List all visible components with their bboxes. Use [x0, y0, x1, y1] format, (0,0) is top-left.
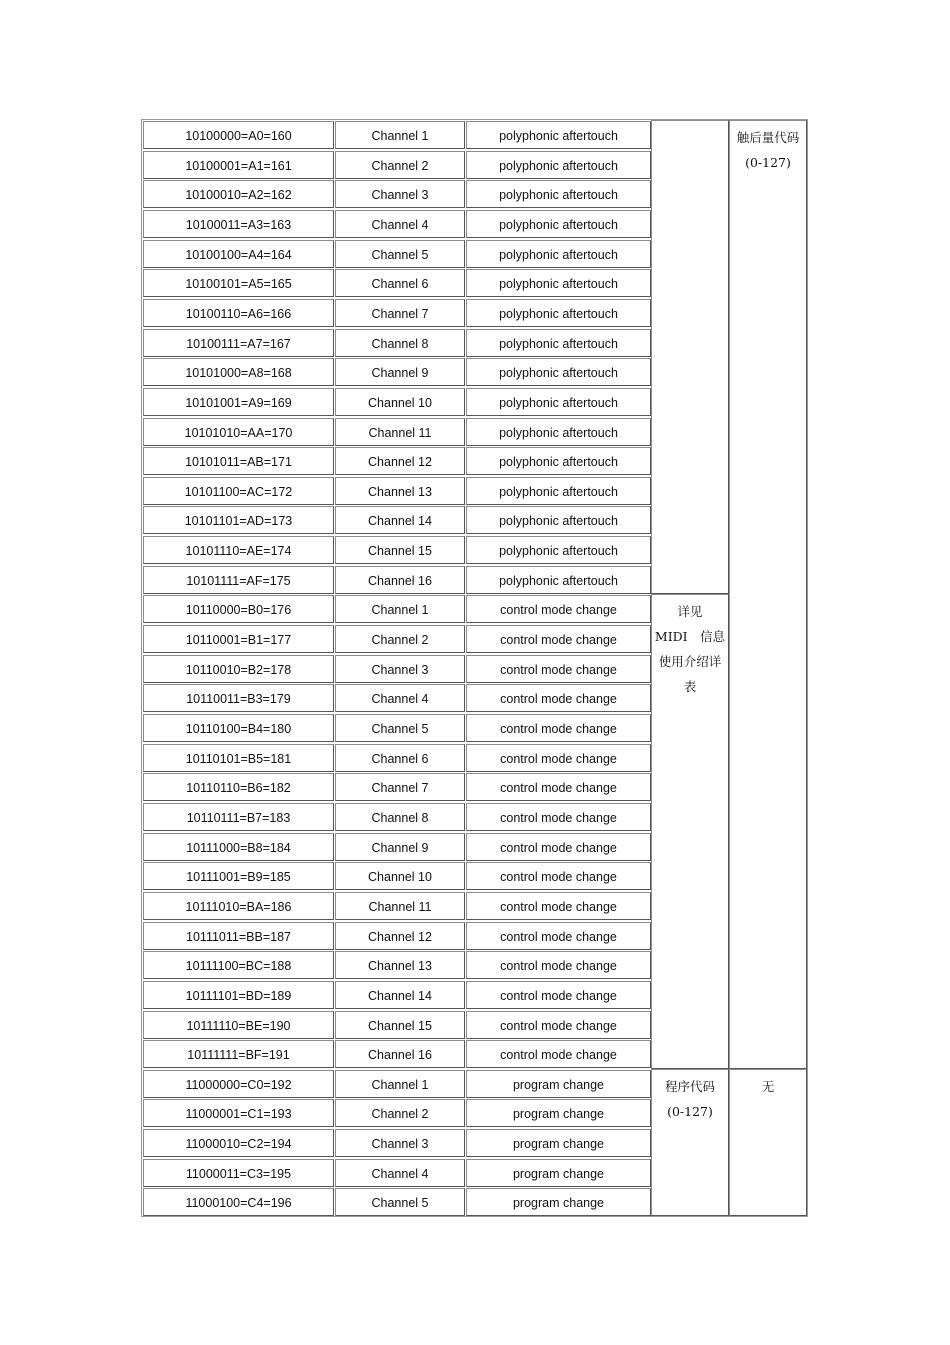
status-code-cell: 10110000=B0=176	[143, 595, 334, 623]
message-type-cell: polyphonic aftertouch	[466, 299, 651, 327]
channel-cell: Channel 11	[335, 892, 465, 920]
message-type-cell: program change	[466, 1129, 651, 1157]
status-code-cell: 10111100=BC=188	[143, 951, 334, 979]
channel-cell: Channel 8	[335, 329, 465, 357]
channel-cell: Channel 11	[335, 418, 465, 446]
status-code-cell: 10100001=A1=161	[143, 151, 334, 179]
message-type-cell: control mode change	[466, 833, 651, 861]
program-param1-line-2: (0-127)	[667, 1104, 713, 1119]
channel-cell: Channel 15	[335, 536, 465, 564]
channel-cell: Channel 12	[335, 447, 465, 475]
status-code-cell: 10100101=A5=165	[143, 269, 334, 297]
message-type-cell: polyphonic aftertouch	[466, 477, 651, 505]
channel-cell: Channel 1	[335, 595, 465, 623]
control-param1-line-2: MIDI 信息	[654, 629, 726, 644]
status-code-cell: 11000010=C2=194	[143, 1129, 334, 1157]
channel-cell: Channel 16	[335, 566, 465, 594]
program-param2-line-1: 无	[761, 1079, 775, 1094]
control-param1-line-1: 详见	[677, 604, 703, 619]
message-type-cell: control mode change	[466, 684, 651, 712]
status-code-cell: 10101100=AC=172	[143, 477, 334, 505]
channel-cell: Channel 13	[335, 951, 465, 979]
channel-cell: Channel 1	[335, 121, 465, 149]
message-type-cell: polyphonic aftertouch	[466, 447, 651, 475]
channel-cell: Channel 2	[335, 625, 465, 653]
channel-cell: Channel 6	[335, 269, 465, 297]
status-code-cell: 10100110=A6=166	[143, 299, 334, 327]
channel-cell: Channel 9	[335, 358, 465, 386]
message-type-cell: control mode change	[466, 922, 651, 950]
status-code-cell: 10101111=AF=175	[143, 566, 334, 594]
message-type-cell: control mode change	[466, 625, 651, 653]
channel-cell: Channel 4	[335, 1159, 465, 1187]
status-code-cell: 10110110=B6=182	[143, 773, 334, 801]
status-code-cell: 10100011=A3=163	[143, 210, 334, 238]
channel-cell: Channel 2	[335, 1099, 465, 1127]
status-code-cell: 10111000=B8=184	[143, 833, 334, 861]
channel-cell: Channel 4	[335, 684, 465, 712]
channel-cell: Channel 7	[335, 773, 465, 801]
message-type-cell: control mode change	[466, 1040, 651, 1068]
status-code-cell: 10101001=A9=169	[143, 388, 334, 416]
program-param2-cell	[729, 1069, 807, 1216]
channel-cell: Channel 5	[335, 714, 465, 742]
channel-cell: Channel 9	[335, 833, 465, 861]
message-type-cell: polyphonic aftertouch	[466, 566, 651, 594]
message-type-cell: control mode change	[466, 1011, 651, 1039]
message-type-cell: program change	[466, 1070, 651, 1098]
message-type-cell: polyphonic aftertouch	[466, 506, 651, 534]
message-type-cell: polyphonic aftertouch	[466, 358, 651, 386]
status-code-cell: 10110010=B2=178	[143, 655, 334, 683]
status-code-cell: 11000011=C3=195	[143, 1159, 334, 1187]
aftertouch-param2-line-1: 触后量代码	[736, 130, 800, 145]
channel-cell: Channel 3	[335, 180, 465, 208]
channel-cell: Channel 2	[335, 151, 465, 179]
channel-cell: Channel 14	[335, 981, 465, 1009]
channel-cell: Channel 10	[335, 862, 465, 890]
channel-cell: Channel 15	[335, 1011, 465, 1039]
status-code-cell: 10111001=B9=185	[143, 862, 334, 890]
message-type-cell: polyphonic aftertouch	[466, 388, 651, 416]
status-code-cell: 11000001=C1=193	[143, 1099, 334, 1127]
message-type-cell: control mode change	[466, 892, 651, 920]
message-type-cell: control mode change	[466, 862, 651, 890]
channel-cell: Channel 3	[335, 1129, 465, 1157]
status-code-cell: 10111111=BF=191	[143, 1040, 334, 1068]
channel-cell: Channel 7	[335, 299, 465, 327]
channel-cell: Channel 4	[335, 210, 465, 238]
channel-cell: Channel 14	[335, 506, 465, 534]
message-type-cell: polyphonic aftertouch	[466, 269, 651, 297]
message-type-cell: polyphonic aftertouch	[466, 210, 651, 238]
message-type-cell: polyphonic aftertouch	[466, 121, 651, 149]
status-code-cell: 10101011=AB=171	[143, 447, 334, 475]
message-type-cell: polyphonic aftertouch	[466, 418, 651, 446]
aftertouch-param2-line-2: (0-127)	[745, 155, 791, 170]
status-code-cell: 10110011=B3=179	[143, 684, 334, 712]
status-code-cell: 10110101=B5=181	[143, 744, 334, 772]
channel-cell: Channel 1	[335, 1070, 465, 1098]
status-code-cell: 10100100=A4=164	[143, 240, 334, 268]
message-type-cell: polyphonic aftertouch	[466, 536, 651, 564]
message-type-cell: control mode change	[466, 951, 651, 979]
message-type-cell: program change	[466, 1159, 651, 1187]
channel-cell: Channel 5	[335, 1188, 465, 1216]
status-code-cell: 10100010=A2=162	[143, 180, 334, 208]
status-code-cell: 10111101=BD=189	[143, 981, 334, 1009]
status-code-cell: 10111110=BE=190	[143, 1011, 334, 1039]
message-type-cell: control mode change	[466, 981, 651, 1009]
message-type-cell: control mode change	[466, 773, 651, 801]
status-code-cell: 10101010=AA=170	[143, 418, 334, 446]
status-code-cell: 10111011=BB=187	[143, 922, 334, 950]
channel-cell: Channel 16	[335, 1040, 465, 1068]
message-type-cell: control mode change	[466, 803, 651, 831]
message-type-cell: control mode change	[466, 655, 651, 683]
message-type-cell: control mode change	[466, 595, 651, 623]
control-param1-cell	[651, 594, 729, 1069]
channel-cell: Channel 13	[335, 477, 465, 505]
channel-cell: Channel 8	[335, 803, 465, 831]
status-code-cell: 10100000=A0=160	[143, 121, 334, 149]
message-type-cell: program change	[466, 1188, 651, 1216]
channel-cell: Channel 3	[335, 655, 465, 683]
program-param1-cell	[651, 1069, 729, 1216]
status-code-cell: 10111010=BA=186	[143, 892, 334, 920]
message-type-cell: polyphonic aftertouch	[466, 240, 651, 268]
status-code-cell: 10110100=B4=180	[143, 714, 334, 742]
message-type-cell: control mode change	[466, 714, 651, 742]
channel-cell: Channel 6	[335, 744, 465, 772]
control-param1-line-4: 表	[683, 679, 697, 694]
message-type-cell: control mode change	[466, 744, 651, 772]
control-param1-line-3: 使用介绍详	[658, 654, 722, 669]
status-code-cell: 10101110=AE=174	[143, 536, 334, 564]
status-code-cell: 10100111=A7=167	[143, 329, 334, 357]
message-type-cell: program change	[466, 1099, 651, 1127]
channel-cell: Channel 10	[335, 388, 465, 416]
channel-cell: Channel 12	[335, 922, 465, 950]
aftertouch-param1-cell	[651, 120, 729, 594]
status-code-cell: 11000100=C4=196	[143, 1188, 334, 1216]
message-type-cell: polyphonic aftertouch	[466, 180, 651, 208]
status-code-cell: 10101000=A8=168	[143, 358, 334, 386]
aftertouch-control-param2-cell	[729, 120, 807, 1069]
status-code-cell: 10110111=B7=183	[143, 803, 334, 831]
program-param1-line-1: 程序代码	[664, 1079, 715, 1094]
message-type-cell: polyphonic aftertouch	[466, 151, 651, 179]
message-type-cell: polyphonic aftertouch	[466, 329, 651, 357]
status-code-cell: 10110001=B1=177	[143, 625, 334, 653]
channel-cell: Channel 5	[335, 240, 465, 268]
status-code-cell: 10101101=AD=173	[143, 506, 334, 534]
status-code-cell: 11000000=C0=192	[143, 1070, 334, 1098]
midi-status-table	[141, 119, 808, 1217]
